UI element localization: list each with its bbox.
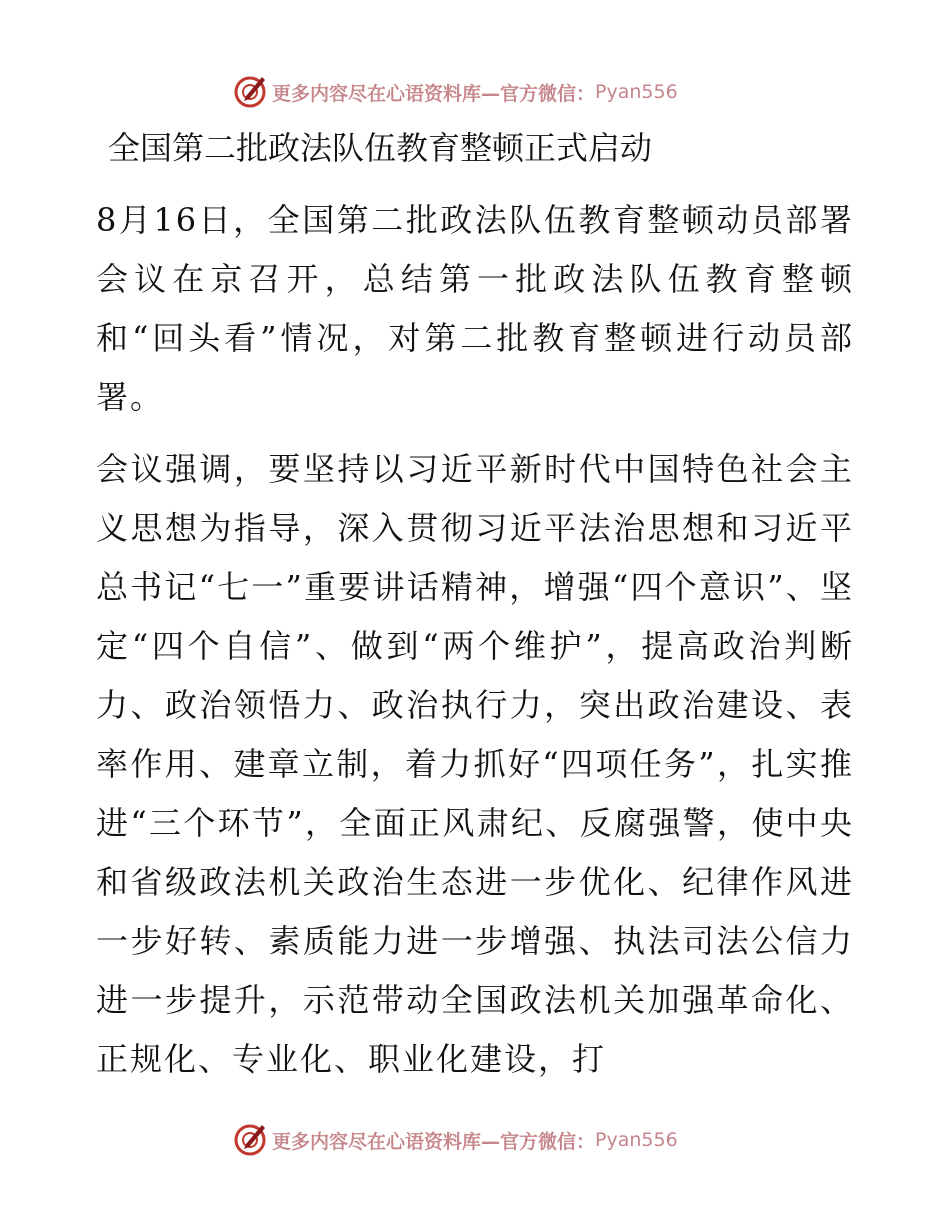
watermark-text: 更多内容尽在心语资料库—官方微信： [272, 82, 596, 105]
header-watermark [232, 72, 678, 112]
paragraph-1: 8月16日，全国第二批政法队伍教育整顿动员部署会议在京召开，总结第一批政法队伍教育整顿和“回头看”情况，对第二批教育整顿进行动员部署。 [96, 201, 854, 416]
watermark-wechat-id: Pyan556 [595, 81, 678, 103]
watermark-wechat-id: Pyan556 [595, 1129, 678, 1151]
quill-logo-icon [232, 1122, 268, 1158]
document-title: 全国第二批政法队伍教育整顿正式启动 [108, 129, 653, 167]
quill-logo-icon [232, 74, 268, 110]
paragraph-2: 会议强调，要坚持以习近平新时代中国特色社会主义思想为指导，深入贯彻习近平法治思想和习近平总书记“七一”重要讲话精神，增强“四个意识”、坚定“四个自信”、做到“两个维护”，提高政治判断力、政治领悟力、政治执行力，突出政治建设、表率作用、建章立制，着力抓好“四项任务”，扎实推进“三个环节”，全面正风肃纪、反腐强警，使中央和省级政法机关政治生态进一步优化、纪律作风进一步好转、素质能力进一步增强、执法司法公信力进一步提升，示范带动全国政法机关加强革命化、正规化、专业化、职业化建设，打 [96, 450, 854, 1078]
footer-watermark [232, 1120, 678, 1160]
watermark-text: 更多内容尽在心语资料库—官方微信： [272, 1130, 596, 1153]
